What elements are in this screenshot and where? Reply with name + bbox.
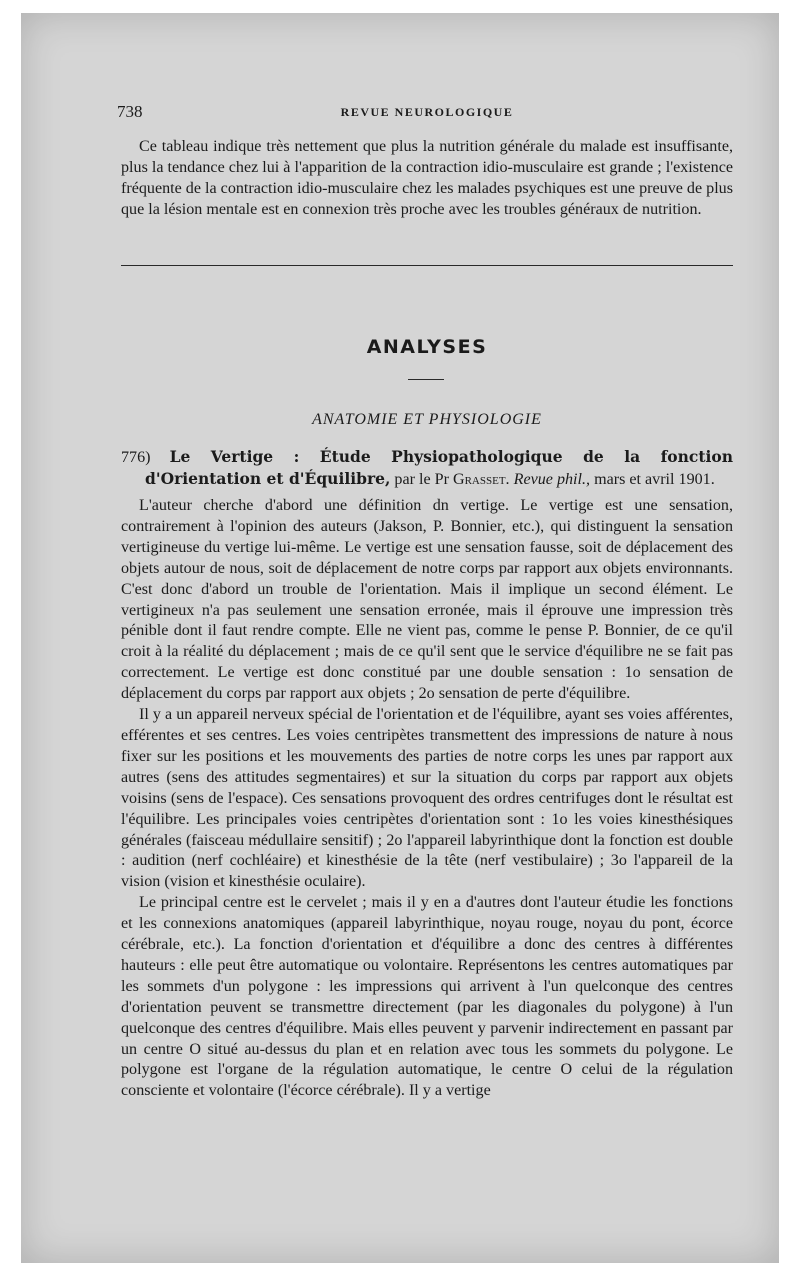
body-paragraph-3: Le principal centre est le cervelet ; mais il y en a d'autres dont l'auteur étudie les fonctions et les connexions anatomiques (appareil labyrinthique, noyau rouge, noyau du pont, écorce cérébrale, etc.). La fonction d'orientation et d'équilibre a donc des centres à différentes hauteurs : elle peut être automatique ou volontaire. Représentons les centres automatiques par les sommets d'un polygone : les impressions qui arrivent à l'un quelconque des centres d'orientation peuvent se transmettre directement (par les diagonales du polygone) à l'un quelconque des centres d'équilibre. Mais elles peuvent y parvenir indirectement en passant par un centre O situé au-dessus du plan et en relation avec tous les sommets du polygone. Le polygone est l'organe de la régulation automatique, le centre O celui de la régulation consciente et volontaire (l'écorce cérébrale). Il y a vertige (121, 894, 733, 1100)
scanned-page (21, 13, 779, 1263)
entry-number: 776) (121, 449, 151, 466)
entry-heading (121, 446, 733, 490)
analysis-body (121, 496, 733, 1102)
running-head (117, 102, 733, 122)
intro-paragraph: Ce tableau indique très nettement que plus la nutrition générale du malade est insuffisante, plus la tendance chez lui à l'apparition de la contraction idio-musculaire est grande ; l'existence fréquente de la contraction idio-musculaire chez les malades psychiques est une preuve de plus que la lésion mentale est en connexion très proche avec les troubles généraux de nutrition. (121, 138, 733, 218)
body-paragraph-1: L'auteur cherche d'abord une définition dn vertige. Le vertige est une sensation, contrairement à l'opinion des auteurs (Jakson, P. Bonnier, etc.), qui distinguent la sensation vertigineuse du vertige lui-même. Le vertige est une sensation fausse, soit de déplacement des objets autour de nous, soit de déplacement de notre corps par rapport aux objets environnants. C'est donc d'abord un trouble de l'orientation. Mais il implique un second élément. Le vertigineux n'a pas seulement une sensation erronée, mais il éprouve une impression très pénible dont il faut rendre compte. Elle ne vient pas, comme le pense P. Bonnier, de ce qu'il croit à la réalité du déplacement ; mais de ce qu'il sent que le service d'équilibre ne se fait pas correctement. Le vertige est donc constitué par une double sensation : 1o sensation de déplacement du corps par rapport aux objets ; 2o sensation de perte d'équilibre. (121, 497, 733, 703)
entry-title: Le Vertige : Étude Physiopathologique de la fonction d'Orientation et d'Équilibre, (145, 447, 733, 488)
title-underline (408, 379, 444, 380)
section-divider (121, 265, 733, 266)
entry-by: par le Pr (394, 471, 449, 488)
subsection-title: ANATOMIE ET PHYSIOLOGIE (312, 411, 542, 428)
body-paragraph-2: Il y a un appareil nerveux spécial de l'orientation et de l'équilibre, ayant ses voies afférentes, efférentes et ses centres. Les voies centripètes transmettent des impressions de nature à nous fixer sur les positions et les mouvements des parties de notre corps les unes par rapport aux autres (sens des attitudes segmentaires) et sur la situation du corps par rapport aux objets voisins (sens de l'espace). Ces sensations provoquent des ordres centrifuges dont le résultat est l'équilibre. Les principales voies centripètes d'orientation sont : 1o les voies kinesthésiques générales (faisceau médullaire sensitif) ; 2o l'appareil labyrinthique dont la fonction est double : audition (nerf cochléaire) et kinesthésie de la tête (nerf vestibulaire) ; 3o l'appareil de la vision (vision et kinesthésie oculaire). (121, 706, 733, 891)
journal-title: REVUE NEUROLOGIQUE (340, 105, 514, 119)
entry-journal: Revue phil., (513, 471, 591, 488)
entry-date: mars et avril 1901. (594, 471, 715, 488)
entry-author: Grasset. (452, 471, 510, 488)
section-title: ANALYSES (366, 336, 488, 358)
page-number: 738 (117, 102, 143, 121)
